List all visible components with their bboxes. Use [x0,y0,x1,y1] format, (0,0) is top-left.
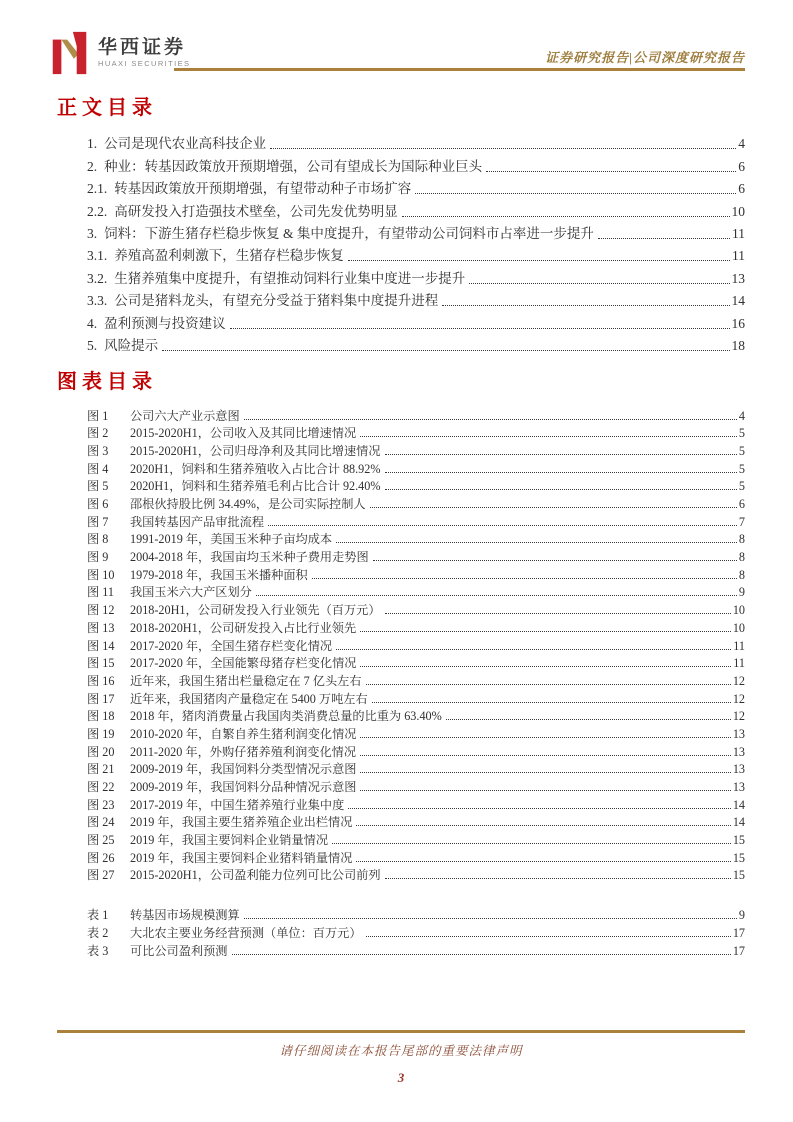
toc-entry-label: 饲料：下游生猪存栏稳步恢复 & 集中度提升，有望带动公司饲料市占率进一步提升 [104,225,594,241]
toc-entry-label: 风险提示 [104,337,159,353]
figure-entry-page: 15 [732,868,745,883]
figure-entry[interactable] [87,565,745,583]
dot-leader [336,649,731,650]
table-entry-page: 17 [732,943,745,958]
dot-leader [244,918,737,919]
figure-entry-page: 6 [738,497,745,512]
figure-entry-label: 2017-2020 年，全国能繁母猪存栏变化情况 [130,656,357,671]
toc-entry-page: 11 [732,225,745,241]
figure-entry-label: 2020H1，饲料和生猪养殖收入占比合计 88.92% [130,461,381,476]
table-entry-number: 表 3 [87,943,109,958]
toc-entry-number: 2.2. [87,203,108,219]
dot-leader [385,472,737,473]
footer-disclaimer: 请仔细阅读在本报告尾部的重要法律声明 [279,1043,523,1058]
figure-entry-number: 图 15 [87,656,115,671]
toc-entry[interactable] [87,244,745,266]
dot-leader [332,843,731,844]
dot-leader [360,737,730,738]
figure-entry[interactable] [87,477,745,495]
figure-entry-page: 12 [732,673,745,688]
figure-entry-number: 图 26 [87,850,115,865]
figure-entry-label: 2018-2020H1，公司研发投入占比行业领先 [130,620,357,635]
figure-entry-number: 图 20 [87,744,115,759]
figure-entry-label: 2019 年，我国主要饲料企业销量情况 [130,833,329,848]
table-entry[interactable] [87,905,745,923]
table-entry[interactable] [87,923,745,941]
figure-entry-page: 14 [732,815,745,830]
header-divider [174,68,745,71]
figure-entry-page: 7 [738,514,745,529]
figure-entry-page: 5 [738,443,745,458]
figure-entry[interactable] [87,813,745,831]
figure-entry-label: 2019 年，我国主要生猪养殖企业出栏情况 [130,815,353,830]
table-entry-number: 表 1 [87,908,109,923]
figure-entry[interactable] [87,848,745,866]
figure-entry-number: 图 3 [87,443,109,458]
toc-entry-number: 3. [87,225,98,241]
figure-entry-page: 13 [732,780,745,795]
toc-entry-number: 5. [87,337,98,353]
figure-entry-label: 2009-2019 年，我国饲料分类型情况示意图 [130,762,357,777]
toc-entry-label: 公司是现代农业高科技企业 [104,136,267,152]
dot-leader [469,283,729,284]
toc-entry-number: 3.2. [87,270,108,286]
figure-entry-number: 图 4 [87,461,109,476]
figure-entry[interactable] [87,724,745,742]
table-entry-page: 9 [738,908,745,923]
toc-entry-page: 6 [738,158,745,174]
figure-entry-number: 图 23 [87,797,115,812]
figure-entry[interactable] [87,424,745,442]
dot-leader [402,216,730,217]
dot-leader [312,578,737,579]
toc-entry-label: 种业：转基因政策放开预期增强，公司有望成长为国际种业巨头 [104,158,483,174]
dot-leader [232,954,731,955]
figure-entry[interactable] [87,547,745,565]
toc-entry-page: 4 [738,136,745,152]
figure-entry[interactable] [87,707,745,725]
dot-leader [336,542,737,543]
figure-entry[interactable] [87,441,745,459]
dot-leader [415,193,736,194]
figure-entry[interactable] [87,830,745,848]
dot-leader [366,936,731,937]
dot-leader [372,702,731,703]
figure-entry-number: 图 5 [87,479,109,494]
figure-entry-number: 图 13 [87,620,115,635]
logo-text [98,37,190,69]
figure-entry[interactable] [87,671,745,689]
logo-cn-text: 华西证券 [98,37,187,58]
dot-leader [385,454,737,455]
table-entry[interactable] [87,941,745,959]
dot-leader [385,489,737,490]
figure-entry-label: 2010-2020 年，自繁自养生猪利润变化情况 [130,726,357,741]
figure-entry-label: 近年来，我国生猪出栏量稳定在 7 亿头左右 [130,673,362,688]
figure-entry-page: 15 [732,850,745,865]
huaxi-logo [50,30,190,76]
figure-entry[interactable] [87,866,745,884]
figure-entry-number: 图 12 [87,603,115,618]
toc-entry[interactable] [87,177,745,199]
dot-leader [366,684,731,685]
figure-entry-page: 5 [738,479,745,494]
figure-entry[interactable] [87,742,745,760]
toc-entry[interactable] [87,199,745,221]
dot-leader [348,808,731,809]
figure-entry-label: 我国玉米六大产区划分 [130,585,252,600]
dot-leader [356,861,730,862]
toc-entry[interactable] [87,289,745,311]
figure-entry-page: 8 [738,550,745,565]
toc-entry[interactable] [87,154,745,176]
dot-leader [230,328,730,329]
figure-entry-label: 邵根伙持股比例 34.49%，是公司实际控制人 [130,497,366,512]
figure-entry-page: 12 [732,709,745,724]
dot-leader [360,436,737,437]
figure-entry-number: 图 1 [87,408,109,423]
figures-toc-list [87,406,745,884]
toc-title: 正文目录 [57,97,157,119]
dot-leader [348,260,730,261]
dot-leader [270,148,736,149]
figure-entry-label: 2009-2019 年，我国饲料分品种情况示意图 [130,780,357,795]
figure-entry-number: 图 7 [87,514,109,529]
toc-entry-label: 生猪养殖集中度提升，有望推动饲料行业集中度进一步提升 [114,270,466,286]
dot-leader [486,171,736,172]
figure-entry-number: 图 22 [87,780,115,795]
figure-entry-label: 2015-2020H1，公司盈利能力位列可比公司前列 [130,868,381,883]
figures-toc-title: 图表目录 [57,370,157,393]
figure-entry[interactable] [87,636,745,654]
figure-entry-number: 图 10 [87,567,115,582]
figure-entry-number: 图 25 [87,833,115,848]
toc-entry-page: 13 [731,270,745,286]
figure-entry[interactable] [87,618,745,636]
figure-entry-label: 2011-2020 年，外购仔猪养殖利润变化情况 [130,744,357,759]
figure-entry-number: 图 27 [87,868,115,883]
figure-entry-page: 10 [732,603,745,618]
toc-entry-page: 10 [731,203,745,219]
dot-leader [373,560,737,561]
figure-entry-label: 2015-2020H1，公司收入及其同比增速情况 [130,426,357,441]
table-entry-label: 转基因市场规模测算 [130,908,240,923]
dot-leader [162,350,729,351]
dot-leader [268,525,737,526]
figure-entry-number: 图 11 [87,585,114,600]
toc-entry[interactable] [87,311,745,333]
table-entry-number: 表 2 [87,925,109,940]
toc-entry-label: 转基因政策放开预期增强，有望带动种子市场扩容 [114,181,412,197]
toc-entry-number: 2. [87,158,98,174]
figure-entry-page: 5 [738,426,745,441]
dot-leader [442,305,729,306]
dot-leader [370,507,737,508]
figure-entry-label: 2015-2020H1，公司归母净利及其同比增速情况 [130,443,381,458]
toc-entry-label: 养殖高盈利刺激下，生猪存栏稳步恢复 [114,248,344,264]
figure-entry-label: 我国转基因产品审批流程 [130,514,265,529]
dot-leader [360,666,731,667]
figure-entry-page: 13 [732,726,745,741]
main-toc-list [87,132,745,356]
dot-leader [446,719,731,720]
figure-entry-label: 2020H1，饲料和生猪养殖毛利占比合计 92.40% [130,479,381,494]
toc-entry-page: 18 [731,337,745,353]
figure-entry-label: 1979-2018 年，我国玉米播种面积 [130,567,308,582]
figure-entry[interactable] [87,494,745,512]
toc-entry-number: 2.1. [87,181,108,197]
toc-entry-number: 3.3. [87,293,108,309]
figure-entry-page: 14 [732,797,745,812]
toc-entry-number: 4. [87,315,98,331]
figure-entry-number: 图 6 [87,497,109,512]
toc-entry-number: 3.1. [87,248,108,264]
table-entry-label: 大北农主要业务经营预测（单位：百万元） [130,925,362,940]
report-type-label: 证券研究报告|公司深度研究报告 [545,50,745,65]
dot-leader [360,631,731,632]
figure-entry-number: 图 16 [87,673,115,688]
figure-entry[interactable] [87,689,745,707]
figure-entry-number: 图 14 [87,638,115,653]
page-footer [57,1030,745,1086]
figure-entry-number: 图 9 [87,550,109,565]
figure-entry[interactable] [87,795,745,813]
toc-entry-label: 公司是猪料龙头，有望充分受益于猪料集中度提升进程 [114,293,439,309]
toc-entry[interactable] [87,222,745,244]
figure-entry-page: 9 [738,585,745,600]
toc-entry-page: 6 [738,181,745,197]
figure-entry[interactable] [87,406,745,424]
figure-entry[interactable] [87,583,745,601]
figure-entry[interactable] [87,760,745,778]
toc-entry[interactable] [87,266,745,288]
toc-entry-page: 11 [732,248,745,264]
huaxi-logo-icon [50,30,90,76]
figure-entry-label: 2017-2020 年，全国生猪存栏变化情况 [130,638,333,653]
figure-entry[interactable] [87,600,745,618]
figure-entry-label: 公司六大产业示意图 [130,408,240,423]
table-entry-label: 可比公司盈利预测 [130,943,228,958]
figure-entry-page: 5 [738,461,745,476]
figure-entry-page: 12 [732,691,745,706]
figure-entry-page: 13 [732,762,745,777]
figure-entry-number: 图 18 [87,709,115,724]
figure-entry-label: 2018 年，猪肉消费量占我国肉类消费总量的比重为 63.40% [130,709,442,724]
dot-leader [360,772,730,773]
footer-divider [57,1030,745,1033]
toc-entry-label: 盈利预测与投资建议 [104,315,226,331]
toc-entry[interactable] [87,334,745,356]
figure-entry-number: 图 17 [87,691,115,706]
tables-toc-list [87,905,745,958]
figure-entry-number: 图 24 [87,815,115,830]
dot-leader [385,878,731,879]
figure-entry-number: 图 19 [87,726,115,741]
toc-entry-number: 1. [87,136,98,152]
toc-entry-page: 16 [731,315,745,331]
dot-leader [360,790,730,791]
figure-entry-label: 2017-2019 年，中国生猪养殖行业集中度 [130,797,345,812]
figure-entry-page: 13 [732,744,745,759]
figure-entry[interactable] [87,459,745,477]
figure-entry-page: 4 [738,408,745,423]
figure-entry-label: 2004-2018 年，我国亩均玉米种子费用走势图 [130,550,369,565]
figure-entry-number: 图 2 [87,426,109,441]
logo-en-text: HUAXI SECURITIES [98,59,191,68]
figure-entry[interactable] [87,512,745,530]
figure-entry-label: 近年来，我国猪肉产量稳定在 5400 万吨左右 [130,691,368,706]
toc-entry[interactable] [87,132,745,154]
dot-leader [244,419,737,420]
dot-leader [385,613,731,614]
figure-entry-page: 11 [733,656,745,671]
toc-entry-label: 高研发投入打造强技术壁垒，公司先发优势明显 [114,203,398,219]
figure-entry-number: 图 8 [87,532,109,547]
figure-entry[interactable] [87,530,745,548]
figure-entry-page: 11 [733,638,745,653]
figure-entry-page: 10 [732,620,745,635]
dot-leader [256,595,737,596]
content-area [57,96,745,959]
figure-entry-label: 1991-2019 年，美国玉米种子亩均成本 [130,532,333,547]
figure-entry[interactable] [87,777,745,795]
dot-leader [598,238,730,239]
figure-entry-label: 2018-20H1，公司研发投入行业领先（百万元） [130,603,381,618]
toc-entry-page: 14 [731,293,745,309]
dot-leader [360,755,731,756]
figure-entry-label: 2019 年，我国主要饲料企业猪料销量情况 [130,850,353,865]
page-number: 3 [397,1069,405,1085]
dot-leader [356,825,730,826]
figure-entry-page: 15 [732,833,745,848]
figure-entry-page: 8 [738,567,745,582]
figure-entry[interactable] [87,654,745,672]
figure-entry-page: 8 [738,532,745,547]
table-entry-page: 17 [732,925,745,940]
figure-entry-number: 图 21 [87,762,115,777]
